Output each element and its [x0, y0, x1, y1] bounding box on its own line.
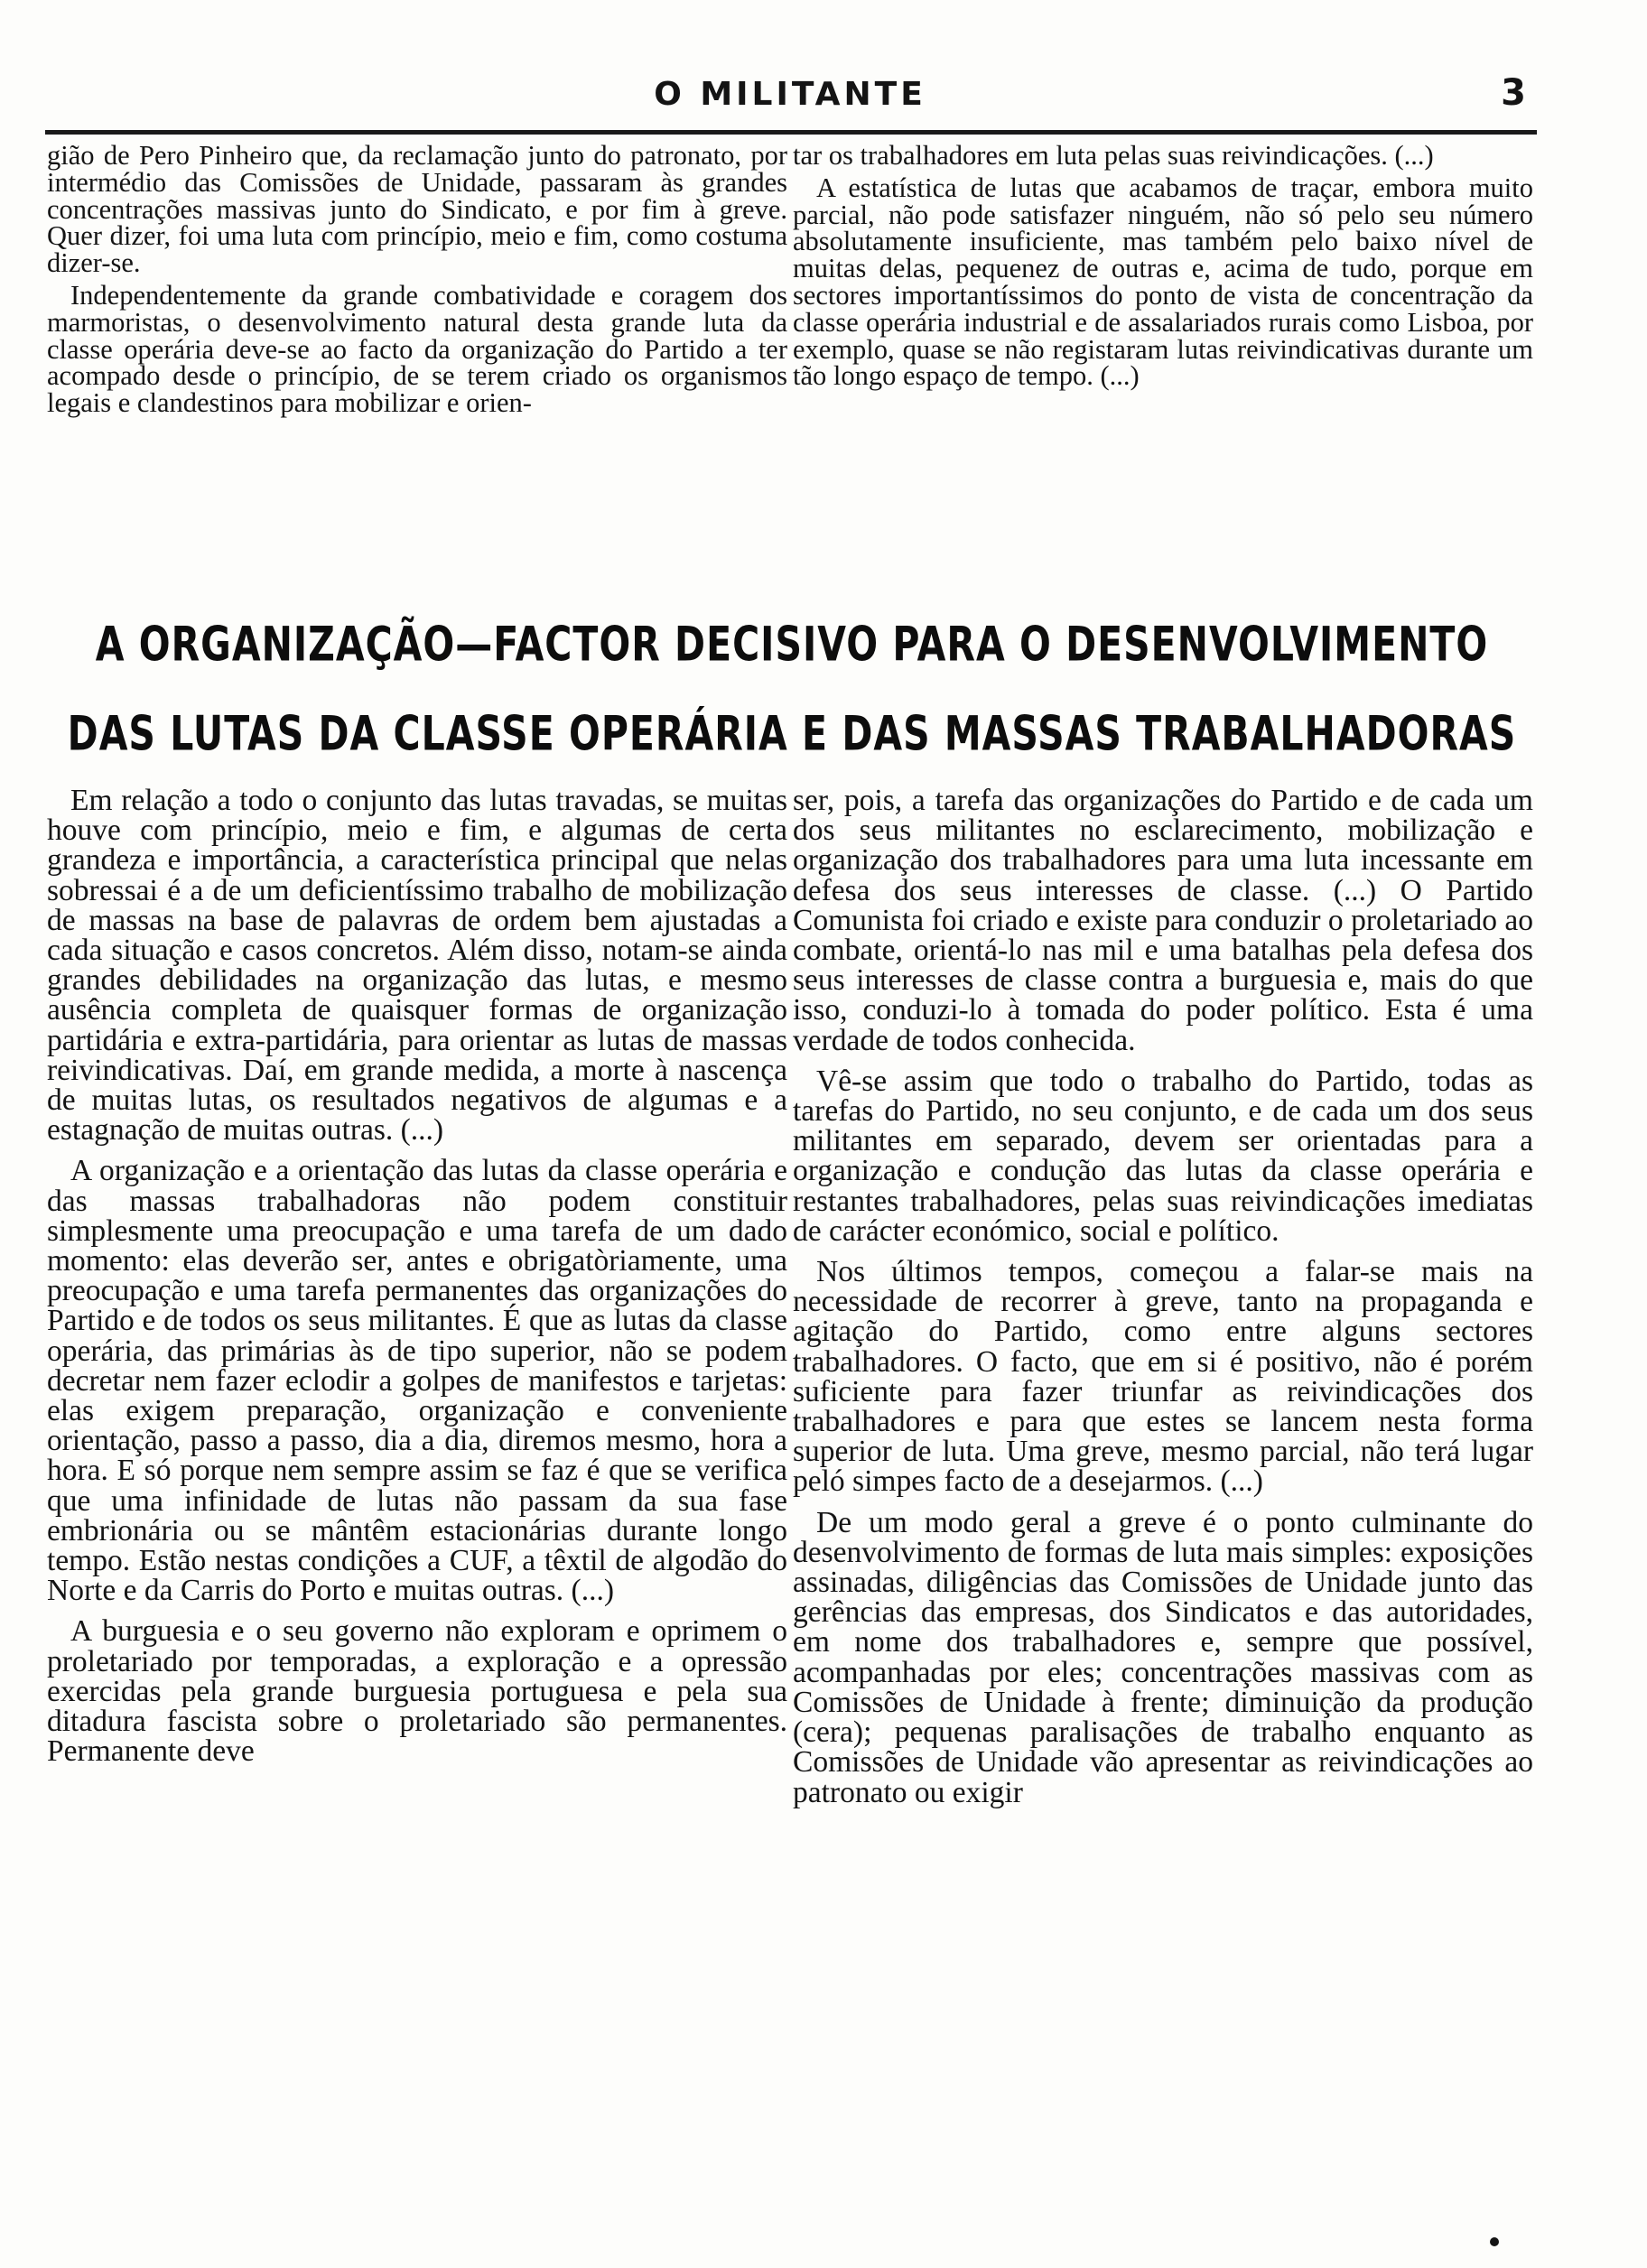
article-headline-line-2: DAS LUTAS DA CLASSE OPERÁRIA E DAS MASSAS TRABALHADORAS: [67, 706, 1517, 762]
page-number: 3: [1501, 72, 1526, 114]
article-headline-line-1: A ORGANIZAÇÃO—FACTOR DECISIVO PARA O DESENVOLVIMENTO: [95, 617, 1489, 673]
paragraph: A organização e a orientação das lutas da classe operária e das massas trabalhadoras não podem constituir simplesmente uma preocupação e uma tarefa de um dado momento: elas deverão ser, antes e obrigatòriamente, uma preocupação e uma tarefa permanentes das organizações do Partido e de todos os seus militantes. É que as lutas da classe operária, das primárias às de tipo superior, não se podem decretar nem fazer eclodir a golpes de manifestos e tarjetas: elas exigem preparação, organização e conveniente orientação, passo a passo, dia a dia, diremos mesmo, hora a hora. E só porque nem sempre assim se faz é que se verifica que uma infinidade de lutas não passam da sua fase embrionária ou se mântêm estacionárias durante longo tempo. Estão nestas condições a CUF, a têxtil de algodão do Norte e da Carris do Porto e muitas outras. (...): [47, 1154, 787, 1608]
paragraph: Independentemente da grande combatividade e coragem dos marmoristas, o desenvolvimento natural desta grande luta da classe operária deve-se ao facto da organização do Partido a ter acompado desde o princípio, de se terem criado os organismos legais e clandestinos para mobilizar e orien-: [47, 279, 787, 419]
header-rule: [45, 130, 1537, 135]
paragraph: A burguesia e o seu governo não exploram e oprimem o proletariado por temporadas, a exploração e a opressão exercidas pela grande burguesia portuguesa e pela sua ditadura fascista sobre o proletariado são permanentes. Permanente deve: [47, 1614, 787, 1769]
print-mark: [1490, 2237, 1499, 2246]
body-column-right: [793, 785, 1533, 1808]
paragraph: Em relação a todo o conjunto das lutas travadas, se muitas houve com princípio, meio e fim, e algumas de certa grandeza e importância, a característica principal que nelas sobressai é a de um deficientíssimo trabalho de mobilização de massas na base de palavras de ordem bem ajustadas a cada situação e casos concretos. Além disso, notam-se ainda grandes debilidades na organização das lutas, e mesmo ausência completa de quaisquer formas de organização partidária e extra-partidária, para orientar as lutas de massas reivindicativas. Daí, em grande medida, a morte à nascença de muitas lutas, os resultados negativos de algumas e a estagnação de muitas outras. (...): [47, 784, 787, 1148]
page-header: [45, 72, 1535, 126]
paragraph: tar os trabalhadores em luta pelas suas reivindicações. (...): [793, 140, 1434, 171]
paragraph: Vê-se assim que todo o trabalho do Partido, todas as tarefas do Partido, no seu conjunto, e de cada um dos seus militantes em separado, devem ser orientadas para a organização e condução das lutas da classe operária e restantes trabalhadores, pelas suas reivindicações imediatas de carácter económico, social e político.: [793, 1064, 1533, 1248]
paragraph: A estatística de lutas que acabamos de traçar, embora muito parcial, não pode satisfazer ninguém, não só pelo seu número absolutamente insuficiente, mas também pelo baixo nível de muitas delas, pequenez de outras e, acima de tudo, porque em sectores importantíssimos do ponto de vista de concentração da classe operária industrial e de assalariados rurais como Lisboa, por exemplo, quase se não registaram lutas reivindicativas durante um tão longo espaço de tempo. (...): [793, 172, 1533, 392]
intro-column-right: [793, 140, 1533, 392]
paragraph: gião de Pero Pinheiro que, da reclamação junto do patronato, por intermédio das Comissões de Unidade, passaram às grandes concentrações massivas junto do Sindicato, e por fim à greve. Quer dizer, foi uma luta com princípio, meio e fim, como costuma dizer-se.: [47, 140, 787, 279]
publication-title: O MILITANTE: [654, 76, 926, 113]
paragraph: De um modo geral a greve é o ponto culminante do desenvolvimento de formas de luta mais simples: exposições assinadas, diligências das Comissões de Unidade junto das gerências das empresas, dos Sindicatos e das autoridades, em nome dos trabalhadores e, sempre que possível, acompanhadas por eles; concentrações massivas com as Comissões de Unidade à frente; diminuição da produção (cera); pequenas paralisações de trabalho enquanto as Comissões de Unidade vão apresentar as reivindicações ao patronato ou exigir: [793, 1505, 1533, 1809]
intro-column-left: [47, 140, 787, 419]
paragraph: ser, pois, a tarefa das organizações do Partido e de cada um dos seus militantes no esclarecimento, mobilização e organização dos trabalhadores para uma luta incessante em defesa dos seus interesses de classe. (...) O Partido Comunista foi criado e existe para conduzir o proletariado ao combate, orientá-lo nas mil e uma batalhas pela defesa dos seus interesses de classe contra a burguesia e, mais do que isso, conduzi-lo à tomada do poder político. Esta é uma verdade de todos conhecida.: [793, 784, 1533, 1057]
paragraph: Nos últimos tempos, começou a falar-se mais na necessidade de recorrer à greve, tanto na propaganda e agitação do Partido, como entre alguns sectores trabalhadores. O facto, que em si é positivo, não é porém suficiente para fazer triunfar as reivindicações dos trabalhadores e para que estes se lancem nesta forma superior de luta. Uma greve, mesmo parcial, não terá lugar peló simpes facto de a desejarmos. (...): [793, 1255, 1533, 1499]
body-column-left: [47, 785, 787, 1767]
